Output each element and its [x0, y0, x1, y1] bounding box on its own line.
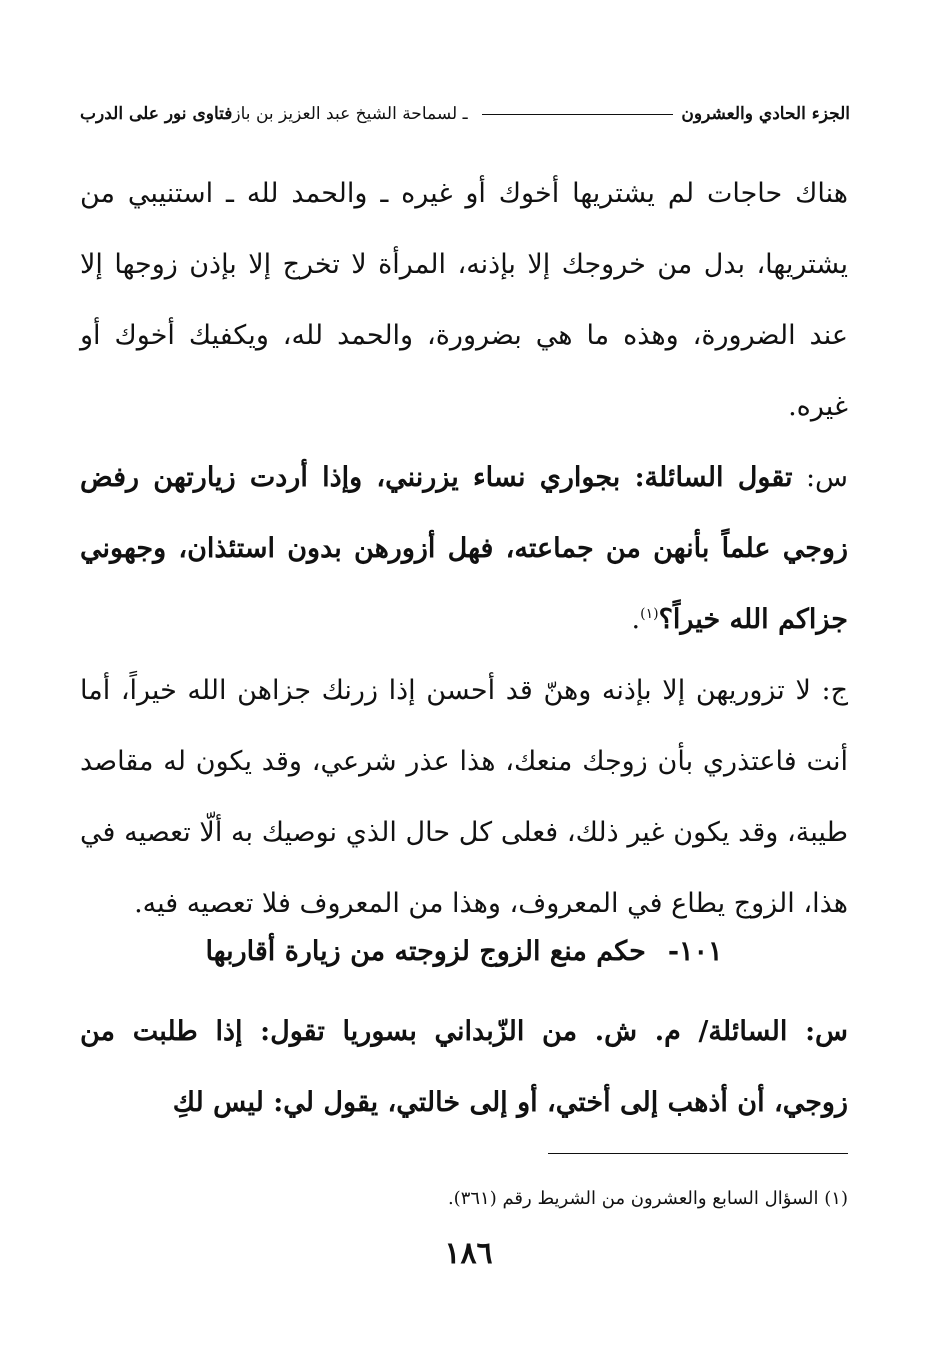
question2-paragraph: س: السائلة/ م. ش. من الزّبداني بسوريا تقول: إذا طلبت من زوجي، أن أذهب إلى أختي، أو إلى خالتي، يقول لي: ليس لكِ [80, 1016, 848, 1118]
section-heading [80, 920, 848, 984]
running-header [80, 104, 850, 124]
question-prefix: س: [792, 462, 849, 493]
section-title: حكم منع الزوج لزوجته من زيارة أقاربها [205, 936, 646, 967]
paragraph-continuation: هناك حاجات لم يشتريها أخوك أو غيره ـ والحمد لله ـ استنيبي من يشتريها، بدل من خروجك إلا بإذنه، المرأة لا تخرج إلا بإذن زوجها إلا عند الضرورة، وهذه ما هي بضرورة، والحمد لله، ويكفيك أخوك أو غيره. [80, 178, 848, 422]
page-number: ١٨٦ [444, 1236, 493, 1271]
question-text: تقول السائلة: بجواري نساء يزرنني، وإذا أردت زيارتهن رفض زوجي علماً بأنهن من جماعته، فهل أزورهن بدون استئذان، وجهوني جزاكم الله خيراً؟ [80, 462, 848, 635]
footnote-reference: (١) [640, 606, 659, 622]
book-title: فتاوى نور على الدرب [80, 104, 233, 124]
volume-label: الجزء الحادي والعشرون [681, 104, 850, 124]
section-number: ١٠١- [667, 936, 723, 967]
second-question [80, 996, 848, 1138]
header-dash [482, 114, 674, 115]
answer-paragraph: ج: لا تزوريهن إلا بإذنه وهنّ قد أحسن إذا زرنك جزاهن الله خيراً، أما أنت فاعتذري بأن زوجك منعك، هذا عذر شرعي، وقد يكون له مقاصد طيبة، وقد يكون غير ذلك، فعلى كل حال الذي نوصيك به ألّا تعصيه في هذا، الزوج يطاع في المعروف، وهذا من المعروف فلا تعصيه فيه. [80, 675, 848, 919]
footnote: (١) السؤال السابع والعشرون من الشريط رقم (٣٦١). [447, 1188, 848, 1209]
author-line: ـ لسماحة الشيخ عبد العزيز بن باز [232, 104, 468, 124]
main-text [80, 158, 848, 939]
question-end: . [631, 604, 641, 635]
footnote-divider [548, 1153, 848, 1154]
question-paragraph [80, 442, 848, 655]
